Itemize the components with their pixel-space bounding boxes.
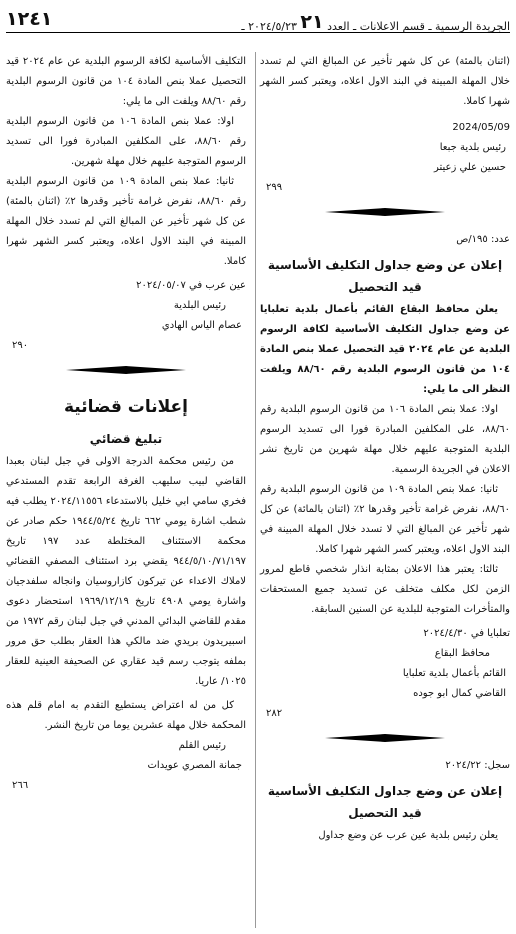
notice-number: ٢٦٦ [12, 780, 29, 791]
signature-role: رئيس بلدية جبعا [439, 142, 506, 153]
notice-intro: يعلن محافظ البقاع القائم بأعمال بلدية تعلبايا عن وضع جداول التكليف الأساسية لكافة الرسوم البلدية عن عام ٢٠٢٤ قيد التحصيل عملا بنص المادة ١٠٤ من قانون الرسوم البلدية رقم ٨٨/٦٠ ويلفت النظر الى ما يلي: [260, 304, 510, 395]
issue-number: ٢١ [300, 11, 324, 33]
notice-clause-second: ثانيا: عملا بنص المادة ١٠٩ من قانون الرسوم البلدية رقم ٨٨/٦٠، نفرض غرامة تأخير وقدرها ٢٪ (اثنان بالمائة) عن كل شهر تأخير عن المبالغ التي لا تسدد خلال المهلة المبينة في البند الاول اعلاه، ويعتبر كسر الشهر شهرا كاملا. [260, 484, 510, 555]
notice-title: إعلان عن وضع جداول التكليف الأساسية قيد التحصيل [267, 784, 503, 820]
notice-title: تبليغ قضائي [89, 432, 163, 446]
section-rule [260, 730, 510, 750]
signature-name: عصام الياس الهادي [161, 320, 242, 331]
notice-date: عين عرب في ٢٠٢٤/٠٥/٠٧ [136, 280, 246, 291]
header-title-text: الجريدة الرسمية ـ قسم الاعلانات ـ العدد [327, 20, 510, 33]
page-number: ١٢٤١ [6, 8, 53, 30]
header-title [241, 13, 510, 35]
page-header [6, 6, 510, 33]
header-date: ٢٠٢٤/٥/٢٣ ـ [241, 20, 297, 33]
notice-continuation: التكليف الأساسية لكافة الرسوم البلدية عن عام ٢٠٢٤ قيد التحصيل عملا بنص المادة ١٠٤ من قانون الرسوم البلدية رقم ٨٨/٦٠ ويلفت الى ما يلي: [6, 56, 246, 107]
signature-name: القاضي كمال ابو جوده [413, 688, 506, 699]
notice-date: تعلبايا في ٢٠٢٤/٤/٣٠ [423, 628, 510, 639]
section-rule [260, 204, 510, 224]
notice-continuation: (اثنان بالمئة) عن كل شهر تأخير عن المبالغ التي لم تسدد خلال المهلة المبينة في البند الاول اعلاه، ويعتبر كسر الشهر شهرا كاملا. [260, 56, 510, 107]
signature-role: رئيس القلم [178, 740, 226, 751]
section-heading: إعلانات قضائية [63, 397, 188, 417]
notice-intro: يعلن رئيس بلدية عين عرب عن وضع جداول [318, 830, 498, 841]
notice-number: ٢٩٠ [12, 340, 29, 351]
notice-number: ٢٩٩ [266, 182, 283, 193]
notice-body: كل من له اعتراض يستطيع التقدم به امام قلم هذه المحكمة خلال مهلة عشرين يوما من تاريخ النشر. [6, 700, 246, 731]
notice-clause-second: ثانيا: عملا بنص المادة ١٠٩ من قانون الرسوم البلدية رقم ٨٨/٦٠، نفرض غرامة تأخير وقدرها ٢٪ (اثنان بالمئة) عن كل شهر تأخير عن المبالغ التي لم تسدد خلال المهلة المبينة في البند الاول اعلاه، ويعتبر كسر الشهر شهرا كاملا. [6, 176, 246, 267]
signature-name: جمانة المصري عويدات [147, 760, 242, 771]
notice-title: إعلان عن وضع جداول التكليف الأساسية قيد التحصيل [267, 258, 503, 294]
signature-name: حسين علي زعيتر [433, 162, 506, 173]
section-rule [6, 362, 246, 382]
left-column [6, 52, 246, 928]
notice-reference: سجل: ٢٠٢٤/٢٢ [445, 760, 510, 771]
signature-role: رئيس البلدية [173, 300, 226, 311]
notice-body: من رئيس محكمة الدرجة الاولى في جبل لبنان بعبدا القاضي لبيب سليهب الغرفة الرابعة تقدم المستدعي فخري سامي ابي خليل بالاستدعاء ٢٠٢٤/١١٥٥٦ يطلب فيه شطب اشارة يومي ٦٦٢ تاريخ ١٩٤٤/٥/٢٤ حكم صادر عن محكمة الاستئناف المختلطة عدد ١٩٧ تاريخ ٩٤٤/٥/١٠/٧١/١٩٧ يقضي برد استئناف المصفي القضائي لاملاك الاعداء عن تيركون كازاروسيان وانجاله سلفدجيان واشارة يومي ٤٩٠٨ تاريخ ١٩٦٩/١٢/١٩ استحضار دعوى مقدم للقاضي البدائي المدني في جبل لبنان رقم ١٩٧٢ من اسبيريدون بريدي ضد مالكي هذا العقار بطلب حق مرور بملفه يتوجب رسم قيد عقاري عن الصحيفة العينية للعقار ١٠٢٥/ عاريا. [6, 456, 247, 687]
column-divider [255, 52, 256, 928]
notice-clause-first: اولا: عملا بنص المادة ١٠٦ من قانون الرسوم البلدية رقم ٨٨/٦٠، على المكلفين المبادرة فورا الى تسديد الرسوم البلدية المتوجبة عليهم خلال مهلة شهرين من تاريخ نشر الاعلان في الجريدة الرسمية. [260, 404, 510, 475]
signature-role: محافظ البقاع [434, 648, 490, 659]
signature-role: القائم بأعمال بلدية تعلبايا [402, 668, 506, 679]
notice-date: 2024/05/09 [452, 122, 510, 133]
notice-clause-first: اولا: عملا بنص المادة ١٠٦ من قانون الرسوم البلدية رقم ٨٨/٦٠، على المكلفين المبادرة فورا الى تسديد الرسوم المتوجبة عليهم خلال مهلة شهرين. [6, 116, 246, 167]
right-column [260, 52, 510, 928]
notice-reference: عدد: ١٩٥/ص [456, 234, 510, 245]
notice-clause-third: ثالثا: يعتبر هذا الاعلان بمثابة انذار شخصي قاطع لمرور الزمن لكل مكلف متخلف عن تسديد جميع المستحقات والمتأخرات المتوجبة للبلدية عن السنين السابقة. [260, 564, 510, 615]
notice-number: ٢٨٢ [266, 708, 283, 719]
